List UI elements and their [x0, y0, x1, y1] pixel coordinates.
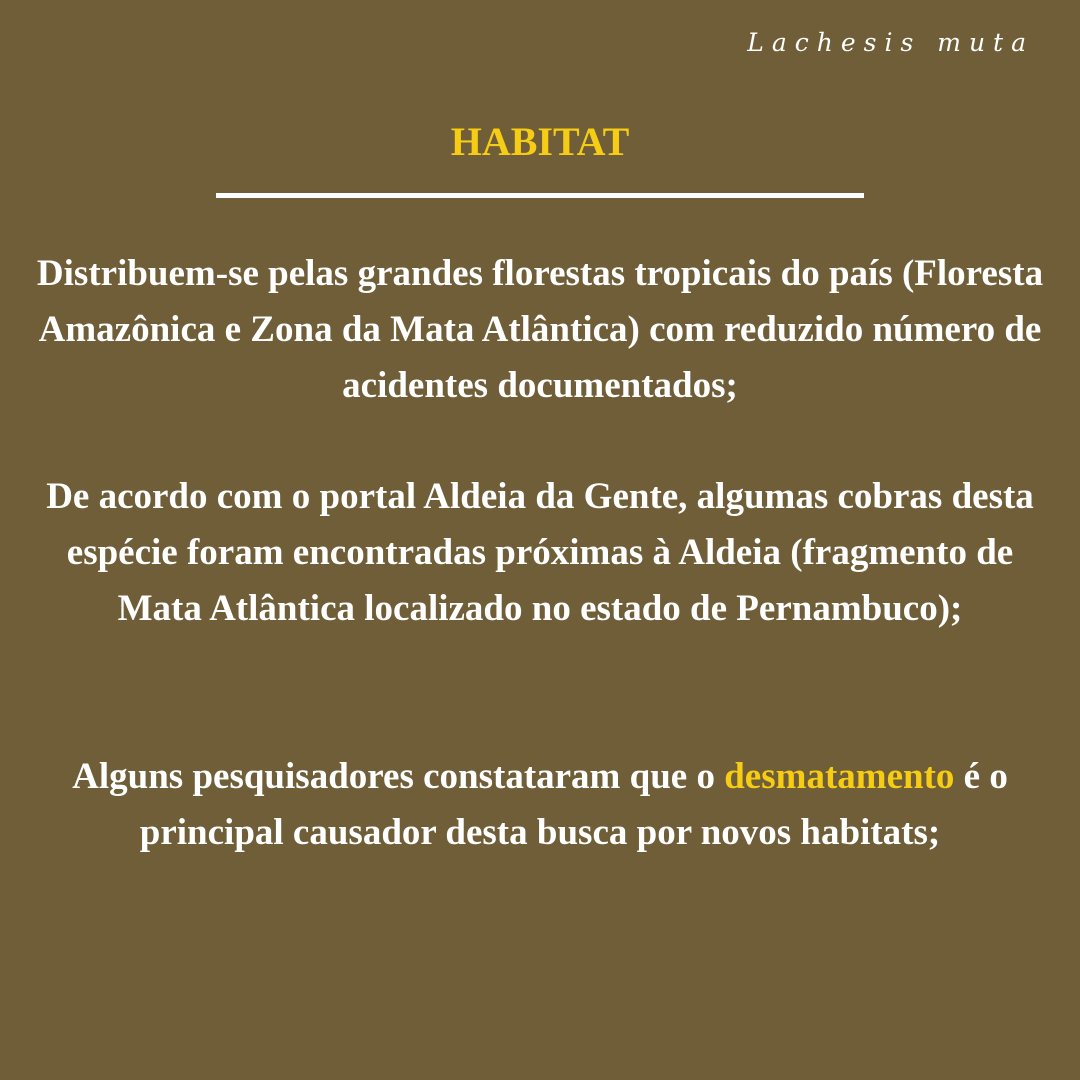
paragraph-deforestation-end: é o principal causador desta busca por novos habitats;: [139, 756, 1008, 853]
highlight-desmatamento: desmatamento: [724, 756, 955, 797]
paragraph-aldeia: De acordo com o portal Aldeia da Gente, algumas cobras desta espécie foram encontradas próximas à Aldeia (fragmento de Mata Atlântica localizado no estado de Pernambuco);: [46, 476, 1034, 629]
paragraph-deforestation-start: Alguns pesquisadores constataram que o: [72, 756, 725, 797]
species-name: Lachesis muta: [747, 28, 1034, 57]
paragraph-distribution: Distribuem-se pelas grandes florestas tropicais do país (Floresta Amazônica e Zona da Mata Atlântica) com reduzido número de acidentes documentados;: [36, 253, 1044, 406]
paragraph-deforestation: [30, 749, 1050, 861]
title-divider: [216, 193, 864, 198]
page-title: HABITAT: [450, 119, 630, 164]
